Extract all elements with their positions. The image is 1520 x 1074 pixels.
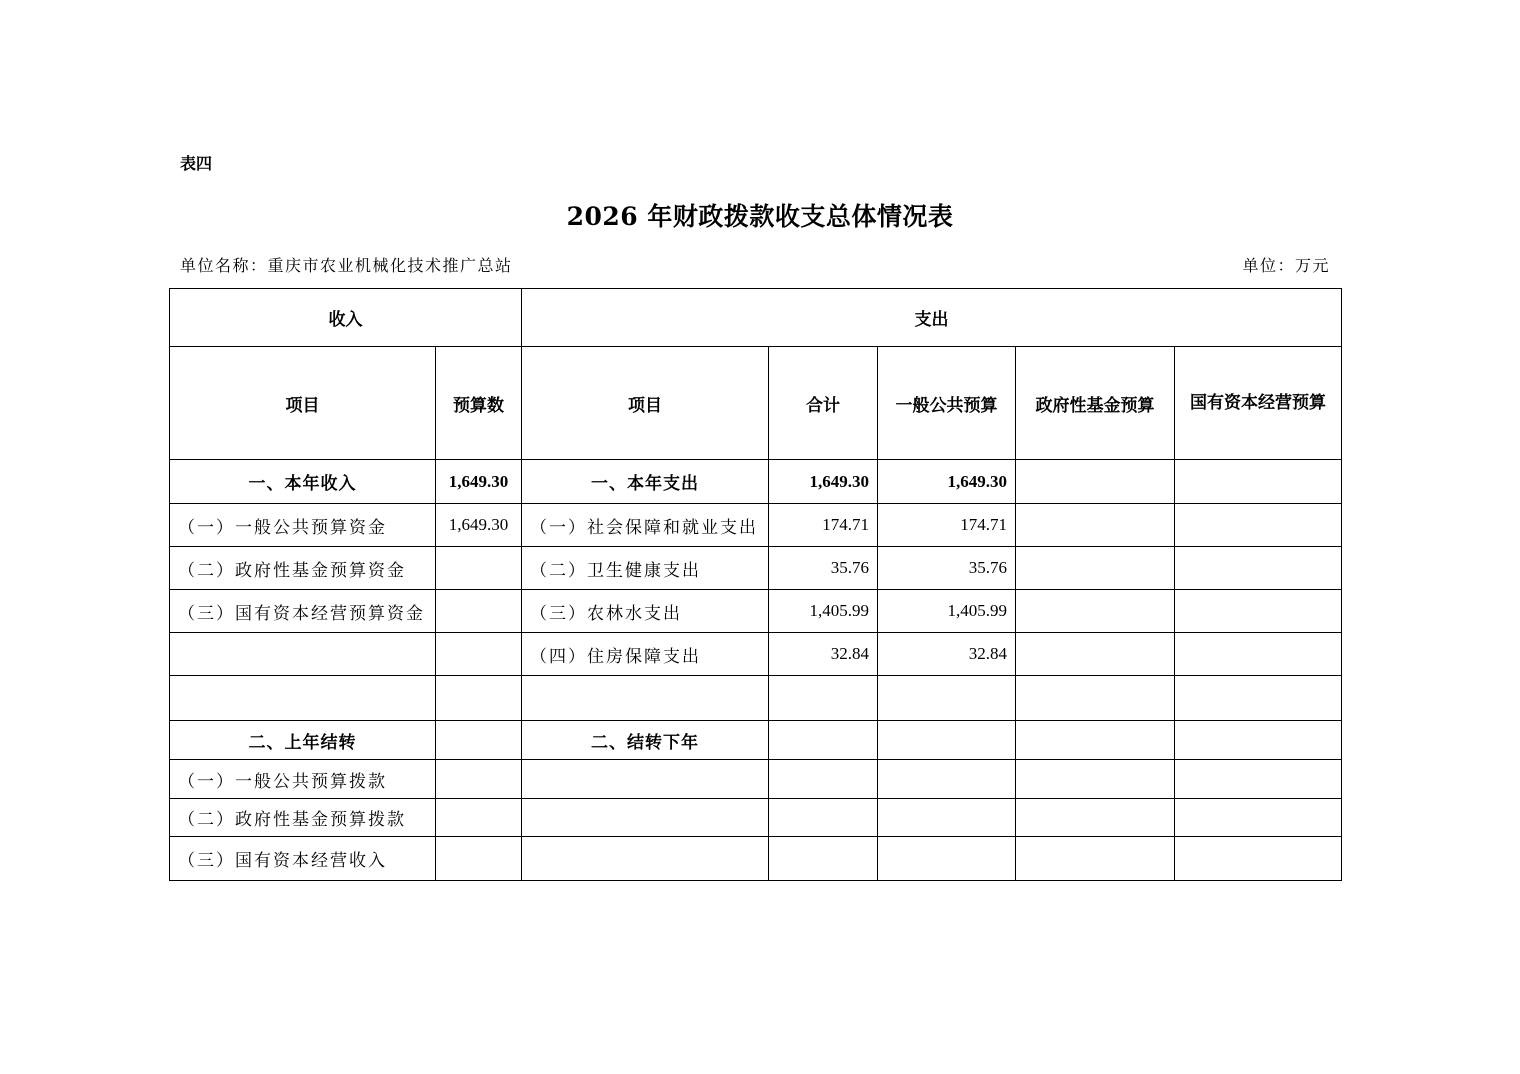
table-row xyxy=(170,760,1342,799)
page-title: 2026 年财政拨款收支总体情况表 xyxy=(566,202,954,231)
table-cell-fund xyxy=(1016,676,1175,721)
table-cell-income-item: 二、上年结转 xyxy=(170,721,436,760)
table-cell-expense-item: （四）住房保障支出 xyxy=(522,633,769,676)
col-fund-budget: 政府性基金预算 xyxy=(1016,347,1175,460)
table-cell-fund xyxy=(1016,721,1175,760)
table-cell-expense-item xyxy=(522,760,769,799)
table-cell-state-capital xyxy=(1175,460,1342,504)
table-cell-income-item: （一）一般公共预算资金 xyxy=(170,504,436,547)
table-cell-general xyxy=(878,799,1016,837)
table-cell-state-capital xyxy=(1175,504,1342,547)
table-cell-income-item: （一）一般公共预算拨款 xyxy=(170,760,436,799)
table-cell-income-item: （二）政府性基金预算资金 xyxy=(170,547,436,590)
table-cell-total xyxy=(769,760,878,799)
table-cell-fund xyxy=(1016,633,1175,676)
table-cell-expense-item: （一）社会保障和就业支出 xyxy=(522,504,769,547)
table-cell-total xyxy=(769,676,878,721)
table-row xyxy=(170,799,1342,837)
table-row xyxy=(170,721,1342,760)
table-cell-total xyxy=(769,721,878,760)
table-cell-general xyxy=(878,760,1016,799)
table-cell-fund xyxy=(1016,547,1175,590)
table-cell-total: 1,405.99 xyxy=(769,590,878,633)
table-cell-expense-item: （二）卫生健康支出 xyxy=(522,547,769,590)
table-cell-income-budget xyxy=(436,721,522,760)
table-cell-general: 1,405.99 xyxy=(878,590,1016,633)
table-cell-state-capital xyxy=(1175,547,1342,590)
table-number-label: 表四 xyxy=(180,154,213,173)
table-cell-fund xyxy=(1016,760,1175,799)
table-row xyxy=(170,837,1342,881)
table-cell-state-capital xyxy=(1175,799,1342,837)
table-cell-total: 1,649.30 xyxy=(769,460,878,504)
table-cell-income-budget xyxy=(436,590,522,633)
table-row xyxy=(170,547,1342,590)
table-cell-general: 35.76 xyxy=(878,547,1016,590)
col-expense-item: 项目 xyxy=(522,347,769,460)
table-cell-total: 32.84 xyxy=(769,633,878,676)
column-header-row xyxy=(170,347,1342,460)
table-cell-general xyxy=(878,721,1016,760)
table-cell-fund xyxy=(1016,460,1175,504)
table-cell-income-budget xyxy=(436,676,522,721)
col-general-budget: 一般公共预算 xyxy=(878,347,1016,460)
table-cell-state-capital xyxy=(1175,676,1342,721)
table-cell-fund xyxy=(1016,837,1175,881)
table-cell-income-budget: 1,649.30 xyxy=(436,504,522,547)
table-cell-income-item: 一、本年收入 xyxy=(170,460,436,504)
table-cell-general xyxy=(878,837,1016,881)
table-cell-income-budget xyxy=(436,547,522,590)
table-cell-general: 174.71 xyxy=(878,504,1016,547)
currency-unit: 单位：万元 xyxy=(1242,256,1330,275)
table-cell-expense-item xyxy=(522,676,769,721)
table-cell-state-capital xyxy=(1175,837,1342,881)
table-cell-state-capital xyxy=(1175,590,1342,633)
table-cell-fund xyxy=(1016,799,1175,837)
income-header: 收入 xyxy=(170,289,522,347)
section-header-row xyxy=(170,289,1342,347)
table-cell-total: 174.71 xyxy=(769,504,878,547)
expense-header: 支出 xyxy=(522,289,1342,347)
table-cell-income-budget: 1,649.30 xyxy=(436,460,522,504)
table-cell-state-capital xyxy=(1175,721,1342,760)
table-cell-fund xyxy=(1016,504,1175,547)
table-row xyxy=(170,676,1342,721)
table-cell-income-budget xyxy=(436,837,522,881)
table-cell-income-item: （三）国有资本经营预算资金 xyxy=(170,590,436,633)
table-cell-expense-item: （三）农林水支出 xyxy=(522,590,769,633)
table-row xyxy=(170,633,1342,676)
col-total: 合计 xyxy=(769,347,878,460)
table-row xyxy=(170,460,1342,504)
table-cell-expense-item xyxy=(522,837,769,881)
table-cell-expense-item: 二、结转下年 xyxy=(522,721,769,760)
table-row xyxy=(170,504,1342,547)
table-cell-state-capital xyxy=(1175,760,1342,799)
table-cell-income-item xyxy=(170,676,436,721)
col-income-budget: 预算数 xyxy=(436,347,522,460)
table-cell-expense-item xyxy=(522,799,769,837)
table-cell-income-budget xyxy=(436,760,522,799)
col-state-capital-budget: 国有资本经营预算 xyxy=(1175,347,1342,460)
table-cell-income-item: （二）政府性基金预算拨款 xyxy=(170,799,436,837)
table-cell-expense-item: 一、本年支出 xyxy=(522,460,769,504)
table-cell-general: 32.84 xyxy=(878,633,1016,676)
table-cell-income-item: （三）国有资本经营收入 xyxy=(170,837,436,881)
table-cell-income-budget xyxy=(436,799,522,837)
col-income-item: 项目 xyxy=(170,347,436,460)
table-cell-total xyxy=(769,837,878,881)
table-cell-total xyxy=(769,799,878,837)
table-row xyxy=(170,590,1342,633)
table-cell-general: 1,649.30 xyxy=(878,460,1016,504)
table-cell-fund xyxy=(1016,590,1175,633)
table-cell-state-capital xyxy=(1175,633,1342,676)
table-cell-income-item xyxy=(170,633,436,676)
unit-name: 单位名称：重庆市农业机械化技术推广总站 xyxy=(180,256,513,275)
table-cell-income-budget xyxy=(436,633,522,676)
table-cell-total: 35.76 xyxy=(769,547,878,590)
table-cell-general xyxy=(878,676,1016,721)
budget-table xyxy=(169,288,1342,881)
